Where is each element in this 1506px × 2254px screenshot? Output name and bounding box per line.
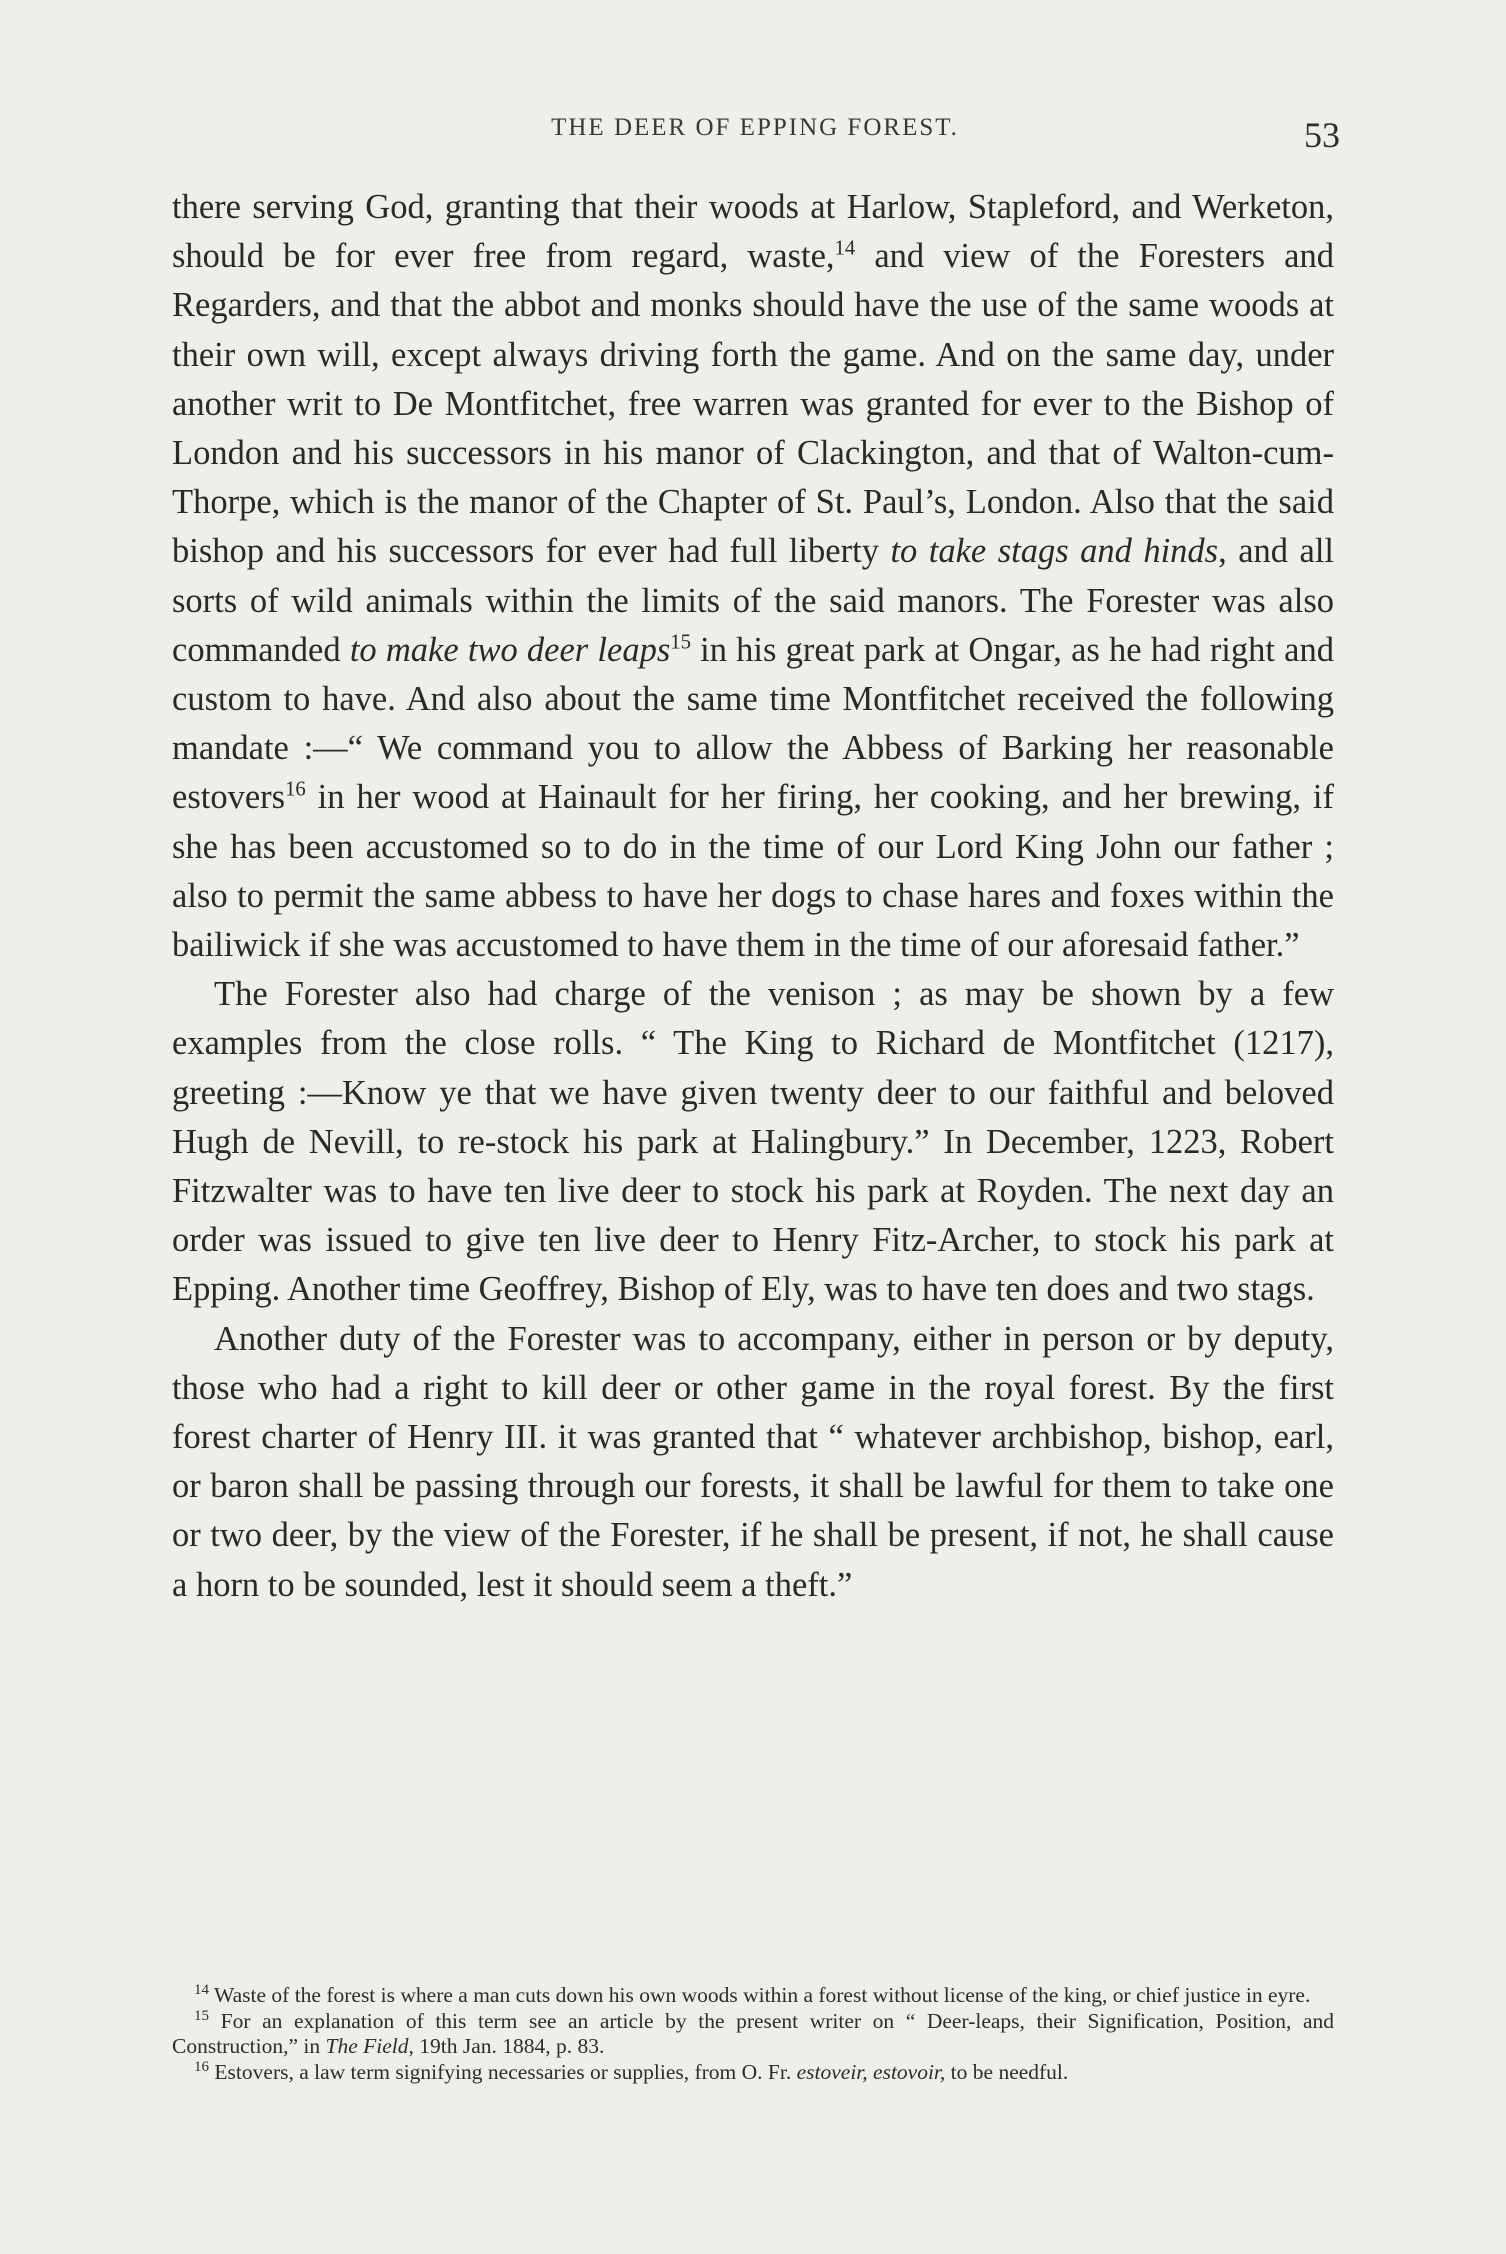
footnote-16 <box>172 2060 1334 2086</box>
footnote-ref-14: 14 <box>834 237 856 260</box>
body-text <box>172 183 1334 1610</box>
page-number: 53 <box>1304 115 1340 155</box>
footnote-text: , 19th Jan. 1884, p. 83. <box>408 2034 605 2058</box>
footnote-text: For an explanation of this term see an article by the present writer on “ Deer-leaps, their Signification, Position, and Construction,” in <box>172 2008 1334 2058</box>
paragraph-venison: The Forester also had charge of the venison ; as may be shown by a few examples from the close rolls. “ The King to Richard de Montfitchet (1217), greeting :—Know ye that we have given twenty deer to our faithful and beloved Hugh de Nevill, to re-stock his park at Halingbury.” In December, 1223, Robert Fitzwalter was to have ten live deer to stock his park at Royden. The next day an order was issued to give ten live deer to Henry Fitz-Archer, to stock his park at Epping. Another time Geoffrey, Bishop of Ely, was to have ten does and two stags. <box>172 975 1334 1309</box>
text-run: , and all sorts of wild animals within the limits of the said manors. The Forester was also commanded <box>172 532 1335 669</box>
text-run: there serving God, granting that their woods at Harlow, Stapleford, and Werketon, should be for ever free from regard, waste, <box>172 188 1334 276</box>
footnote-mark: 15 <box>194 2007 210 2024</box>
italic-run: estoveir, estovoir, <box>796 2059 946 2084</box>
text-run: and view of the Foresters and Regarders, and that the abbot and monks should have the use of the same woods at their own will, except always driving forth the game. And on the same day, under another writ to De Montfitchet, free warren was granted for ever to the Bishop of London and his successors in his manor of Clackington, and that of Walton-cum-Thorpe, which is the manor of the Chapter of St. Paul’s, London. Also that the said bishop and his successors for ever had full liberty <box>172 237 1334 571</box>
footnote-15 <box>172 2009 1334 2060</box>
text-run: in his great park at Ongar, as he had right and custom to have. And also about the same time Montfitchet received the following mandate :—“ We command you to allow the Abbess of Barking her reasonable estovers <box>172 630 1334 817</box>
running-head <box>170 106 1340 166</box>
running-title: THE DEER OF EPPING FOREST. <box>551 114 959 141</box>
footnote-ref-15: 15 <box>670 631 691 654</box>
footnote-text: Estovers, a law term signifying necessaries or supplies, from O. Fr. <box>209 2059 797 2084</box>
paragraph-continued <box>172 183 1334 970</box>
footnote-text: to be needful. <box>945 2059 1069 2084</box>
italic-run: to take stags and hinds <box>890 532 1219 571</box>
footnotes <box>172 1983 1334 2085</box>
footnote-mark: 14 <box>194 1981 210 1998</box>
footnote-ref-16: 16 <box>285 778 306 801</box>
footnote-mark: 16 <box>194 2058 210 2075</box>
footnote-14 <box>172 1983 1334 2009</box>
paragraph-forester-duty: Another duty of the Forester was to accompany, either in person or by deputy, those who had a right to kill deer or other game in the royal forest. By the first forest charter of Henry III. it was granted that “ whatever archbishop, bishop, earl, or baron shall be passing through our forests, it shall be lawful for them to take one or two deer, by the view of the Forester, if he shall be present, if not, he shall cause a horn to be sounded, lest it should seem a theft.” <box>172 1319 1334 1604</box>
italic-run: to make two deer leaps <box>349 630 671 669</box>
text-run: in her wood at Hainault for her firing, her cooking, and her brewing, if she has been accustomed so to do in the time of our Lord King John our father ; also to permit the same abbess to have her dogs to chase hares and foxes within the bailiwick if she was accustomed to have them in the time of our aforesaid father.” <box>172 778 1334 965</box>
italic-run: The Field <box>325 2034 409 2058</box>
footnote-text: Waste of the forest is where a man cuts down his own woods within a forest without license of the king, or chief justice in eyre. <box>209 1983 1311 2007</box>
